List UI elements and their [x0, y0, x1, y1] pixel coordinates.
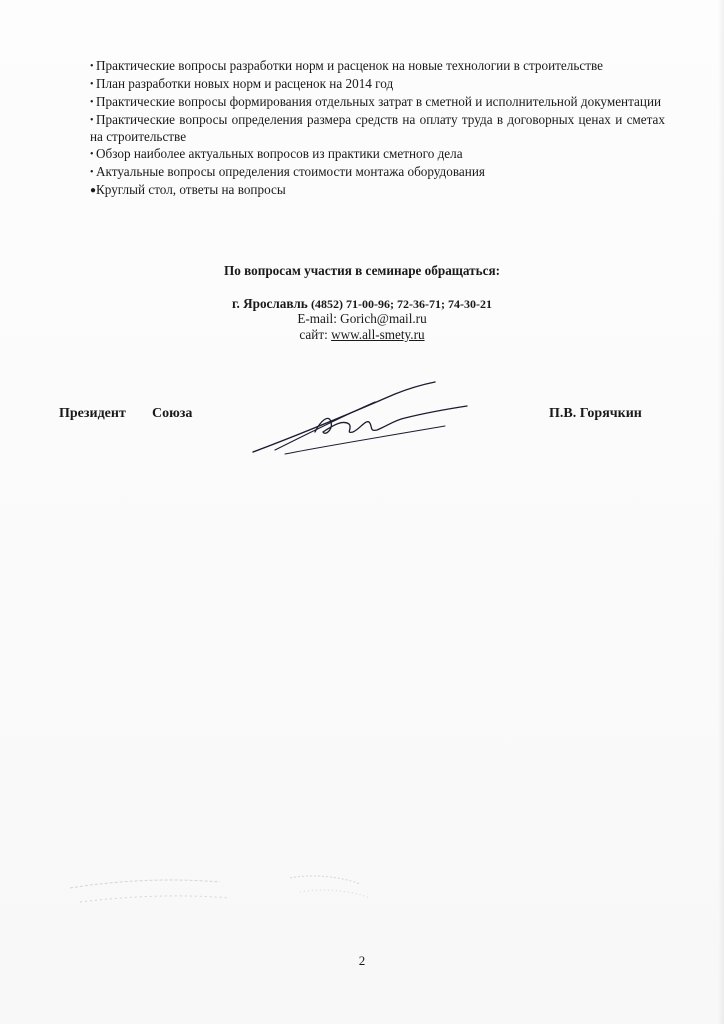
- list-item: • Практические вопросы разработки норм и расценок на новые технологии в строительстве: [90, 58, 603, 73]
- signer-role-president: Президент: [59, 406, 126, 421]
- contact-site-line: [0, 327, 724, 343]
- faint-stamp-trace: [60, 858, 480, 928]
- list-item: • Обзор наиболее актуальных вопросов из практики сметного дела: [90, 146, 463, 161]
- list-item: • План разработки новых норм и расценок на 2014 год: [90, 76, 394, 91]
- handwritten-signature: [245, 380, 475, 460]
- contact-heading: По вопросам участия в семинаре обращаться:: [223, 263, 501, 278]
- site-label: сайт:: [299, 327, 332, 342]
- list-item: • Актуальные вопросы определения стоимости монтажа оборудования: [90, 164, 485, 179]
- list-item: • Практические вопросы определения размера средств на оплату труда в договорных ценах и сметах на строительстве: [90, 112, 665, 144]
- bullet-icon: •: [90, 79, 94, 90]
- agenda-list: [90, 58, 665, 200]
- contact-email: E-mail: Gorich@mail.ru: [297, 311, 427, 326]
- phone-numbers: (4852) 71-00-96; 72-36-71; 74-30-21: [311, 297, 492, 311]
- list-item: ●Круглый стол, ответы на вопросы: [90, 182, 286, 197]
- contact-city-line: [0, 296, 724, 312]
- bullet-icon: •: [90, 115, 94, 126]
- bullet-icon: •: [90, 97, 94, 108]
- bullet-icon: •: [90, 167, 94, 178]
- signer-name: П.В. Горячкин: [549, 406, 642, 421]
- signer-role-union: Союза: [152, 406, 193, 421]
- bullet-icon: •: [90, 149, 94, 160]
- page-number: 2: [358, 953, 366, 968]
- page-edge-shadow: [718, 0, 724, 1024]
- bullet-icon: ●: [90, 185, 97, 196]
- list-item: • Практические вопросы формирования отдельных затрат в сметной и исполнительной документации: [90, 94, 662, 109]
- city-name: г. Ярославль: [232, 296, 308, 311]
- bullet-icon: •: [90, 61, 94, 72]
- site-link[interactable]: www.all-smety.ru: [331, 327, 425, 342]
